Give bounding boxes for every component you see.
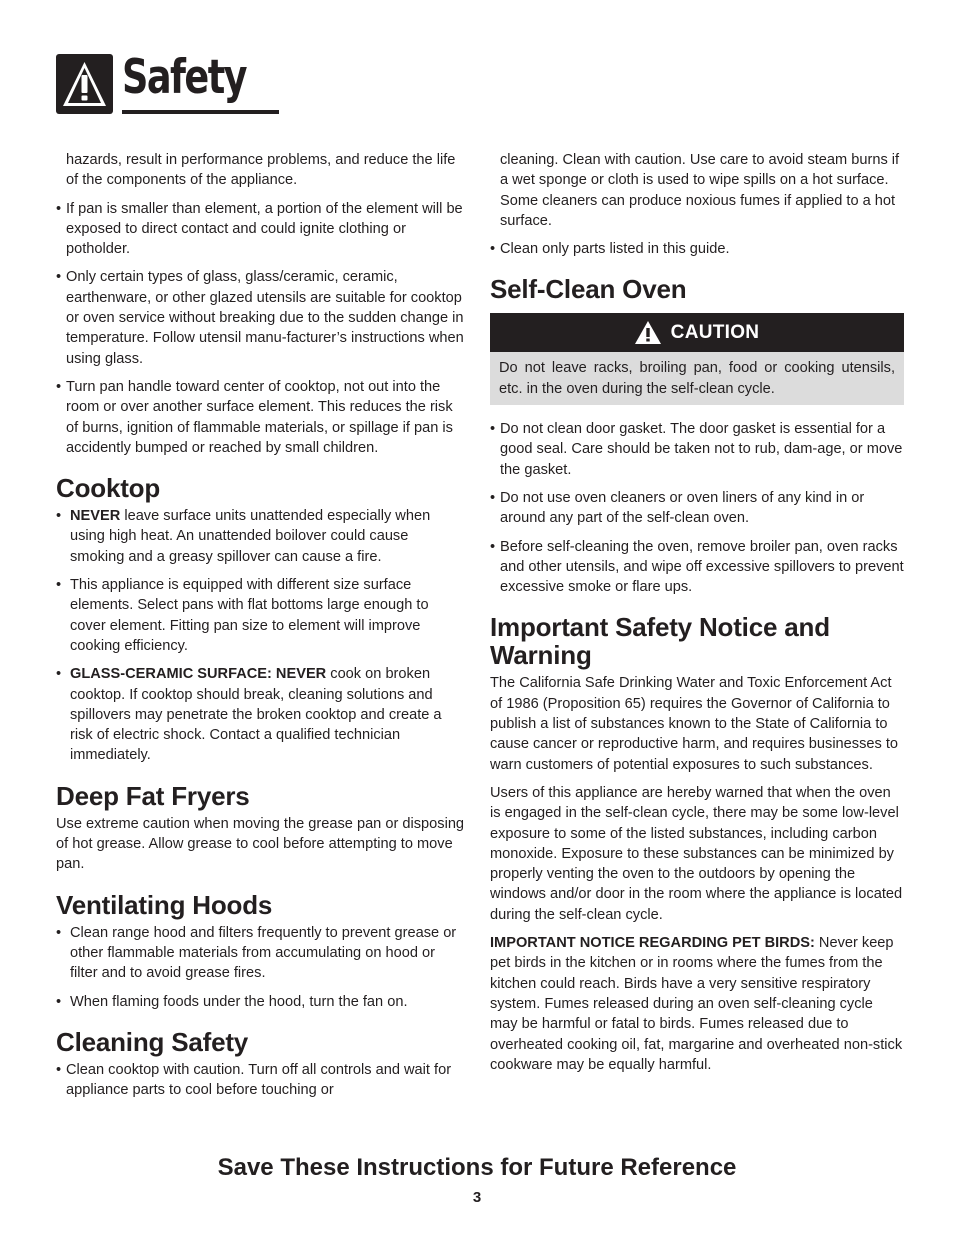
list-item: • Clean cooktop with caution. Turn off all controls and wait for appliance parts to cool before touching or [56, 1060, 466, 1101]
list-item [56, 664, 466, 765]
pet-birds-notice [490, 933, 904, 1075]
list-item: • This appliance is equipped with different size surface elements. Select pans with flat bottoms large enough to cover element. Fitting pan size to element will improve cooking efficiency. [56, 575, 466, 656]
right-column [490, 150, 904, 1083]
left-column [56, 150, 466, 1108]
list-item: • Clean only parts listed in this guide. [490, 239, 904, 259]
caution-header [490, 313, 904, 352]
pet-birds-text: Never keep pet birds in the kitchen or in rooms where the fumes from the kitchen could reach. Birds have a very sensitive respiratory system. Fumes released during an oven self-cleaning cycle may be harmful or fatal to birds. Fumes released due to overheated cooking oil, fat, margarine and overheated non-stick cookware may be equally harmful. [490, 935, 903, 1073]
footer-title: Save These Instructions for Future Reference [217, 1154, 737, 1181]
cleaning-continued-list [490, 239, 904, 259]
page-title: Safety [122, 50, 247, 105]
caution-text: Do not leave racks, broiling pan, food or cooking utensils, etc. in the oven during the self-clean cycle. [490, 352, 904, 405]
safety-notice-heading: Important Safety Notice and Warning [490, 612, 830, 671]
list-item-text: cook on broken cooktop. If cooktop should break, cleaning solutions and spillovers may penetrate the broken cooktop and create a risk of electric shock. Contact a qualified technician immediately. [70, 666, 442, 764]
self-clean-oven-list [490, 419, 904, 597]
list-item-bold: GLASS-CERAMIC SURFACE: NEVER [70, 666, 327, 683]
title-underline [122, 110, 279, 114]
list-item [56, 506, 466, 567]
list-item: • If pan is smaller than element, a portion of the element will be exposed to direct contact and could ignite clothing or potholder. [56, 199, 466, 260]
caution-label: CAUTION [670, 321, 760, 343]
cleaning-safety-list [56, 1060, 466, 1101]
cooktop-heading: Cooktop [56, 473, 161, 504]
notice-paragraph: Users of this appliance are hereby warned that when the oven is engaged in the self-clean cycle, there may be some low-level exposure to some of the listed substances, including carbon monoxide. Exposure to these substances can be minimized by properly venting the oven to the outdoors by opening the windows and/or door in the room where the appliance is located during the self-clean cycle. [490, 784, 903, 923]
list-item: • Turn pan handle toward center of cooktop, not out into the room or over another surface element. This reduces the risk of burns, ignition of flammable materials, or spillage if pan is accidently bumped or reached by small children. [56, 377, 466, 458]
ventilating-hoods-heading: Ventilating Hoods [56, 889, 273, 920]
general-safety-list [56, 199, 466, 459]
list-item: • Do not use oven cleaners or oven liners of any kind in or around any part of the self-clean oven. [490, 488, 904, 529]
self-clean-oven-heading: Self-Clean Oven [490, 274, 687, 305]
ventilating-hoods-list [56, 923, 466, 1012]
notice-paragraph: The California Safe Drinking Water and Toxic Enforcement Act of 1986 (Proposition 65) requires the Governor of California to publish a list of substances known to the State of California to cause cancer or reproductive harm, and requires businesses to warn customers of potential exposures to such substances. [490, 675, 899, 773]
list-item: • Only certain types of glass, glass/ceramic, ceramic, earthenware, or other glazed utensils are suitable for cooktop or oven service without breaking due to the sudden change in temperature. Follow utensil manu-facturer’s instructions when using glass. [56, 267, 466, 368]
cooktop-list [56, 506, 466, 766]
page-number: 3 [472, 1189, 482, 1206]
warning-triangle-icon [56, 54, 113, 114]
list-item-text: leave surface units unattended especially when using high heat. An unattended boilover could cause smoking and a greasy spillover can cause a fire. [70, 508, 431, 565]
list-item: • Do not clean door gasket. The door gasket is essential for a good seal. Care should be taken not to rub, dam-age, or move the gasket. [490, 419, 904, 480]
pet-birds-label: IMPORTANT NOTICE REGARDING PET BIRDS: [490, 935, 815, 952]
list-item: • Before self-cleaning the oven, remove broiler pan, oven racks and other utensils, and wipe off excessive spillovers to prevent excessive smoke or flare ups. [490, 537, 904, 598]
list-item: • Clean range hood and filters frequently to prevent grease or other flammable materials from accumulating on hood or filter and to avoid grease fires. [56, 923, 466, 984]
left-intro-text: hazards, result in performance problems, and reduce the life of the components of the appliance. [66, 152, 456, 189]
deep-fat-fryers-heading: Deep Fat Fryers [56, 780, 250, 811]
deep-fat-fryers-text: Use extreme caution when moving the grease pan or disposing of hot grease. Allow grease to cool before attempting to move pan. [56, 815, 465, 873]
caution-triangle-icon [635, 321, 661, 344]
caution-box [490, 313, 904, 405]
list-item-bold: NEVER [70, 508, 121, 525]
list-item: • When flaming foods under the hood, turn the fan on. [56, 992, 466, 1012]
cleaning-safety-heading: Cleaning Safety [56, 1026, 249, 1057]
right-intro-text: cleaning. Clean with caution. Use care to avoid steam burns if a wet sponge or cloth is used to wipe spills on a hot surface. Some cleaners can produce noxious fumes if applied to a hot surface. [500, 152, 900, 229]
